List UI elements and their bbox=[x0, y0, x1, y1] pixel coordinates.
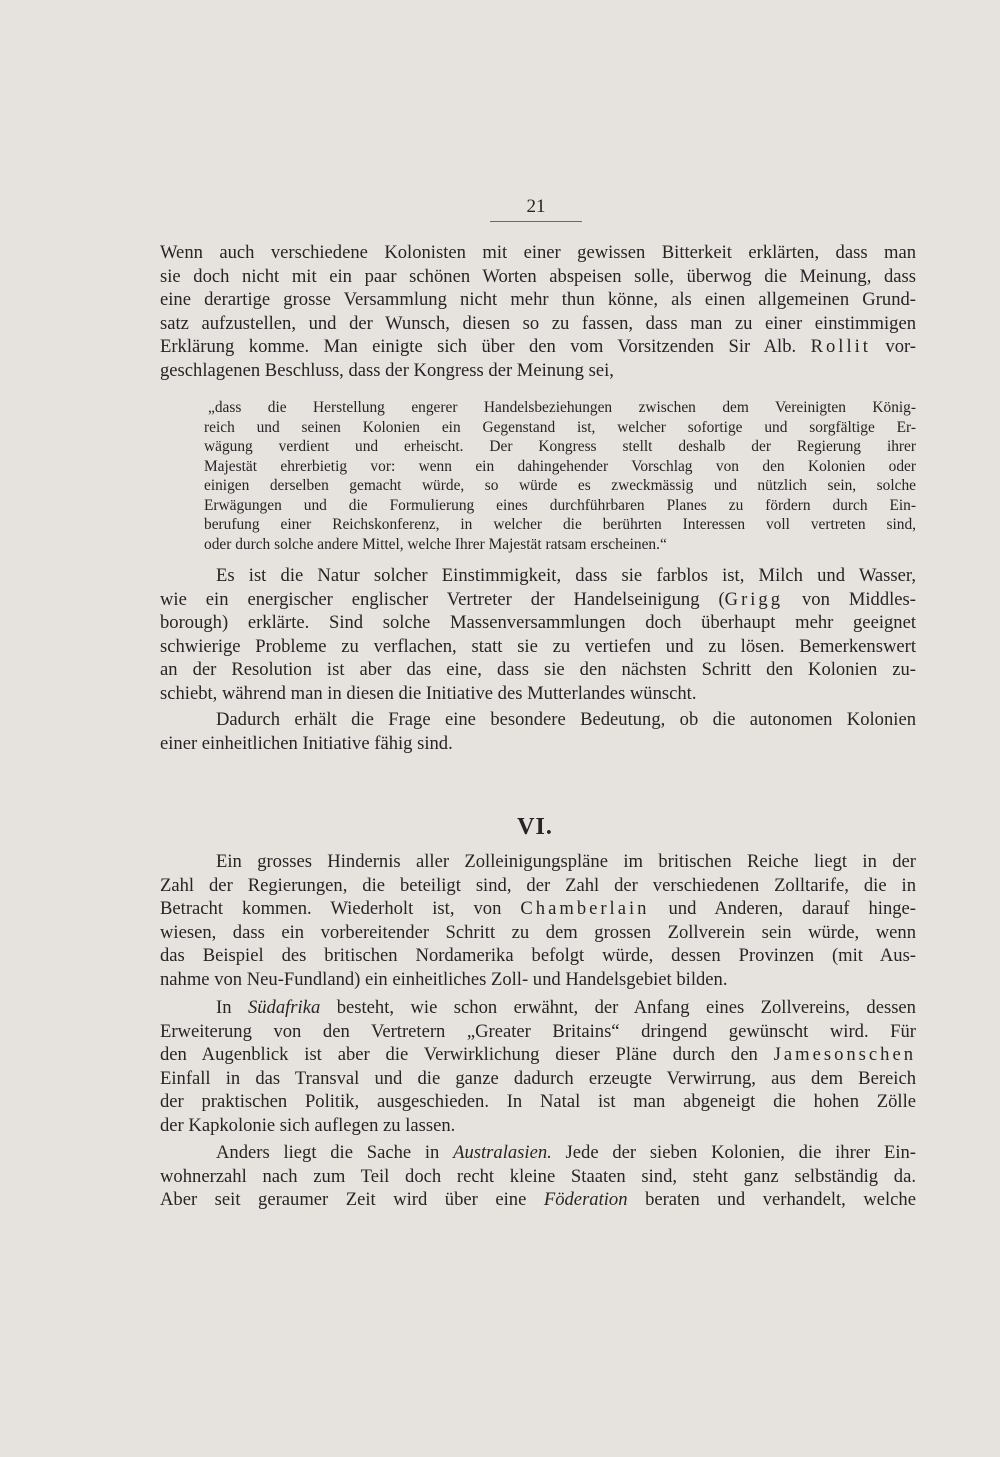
quote-line: wägung verdient und erheischt. Der Kongress stellt deshalb der Regierung ihrer bbox=[204, 438, 916, 455]
page-number: 21 bbox=[490, 196, 582, 222]
text-line: satz aufzustellen, und der Wunsch, diesen so zu fassen, dass man zu einer einstimmigen bbox=[160, 312, 916, 334]
text-line: borough) erklärte. Sind solche Massenversammlungen doch überhaupt mehr geeignet bbox=[160, 612, 916, 634]
text-line: Erweiterung von den Vertretern „Greater Britains“ dringend gewünscht wird. Für bbox=[160, 1020, 916, 1042]
paragraph-2 bbox=[160, 564, 916, 706]
paragraph-1 bbox=[160, 241, 916, 383]
text-line: der praktischen Politik, ausgeschieden. In Natal ist man abgeneigt die hohen Zölle bbox=[160, 1091, 916, 1113]
text-segment: Jede der sieben Kolonien, die ihrer Ein- bbox=[565, 1142, 917, 1163]
spaced-name: Chamberlain bbox=[520, 898, 650, 920]
text-line: Dadurch erhält die Frage eine besondere Bedeutung, ob die autonomen Kolonien bbox=[216, 709, 916, 730]
emphasis: Südafrika bbox=[247, 997, 321, 1018]
section-heading: VI. bbox=[517, 814, 553, 840]
text-segment: In bbox=[216, 997, 232, 1018]
text-line bbox=[160, 897, 916, 921]
text-line: eine derartige grosse Versammlung nicht mehr thun könne, als einen allgemeinen Grund- bbox=[160, 289, 916, 311]
quote-line: Erwägungen und die Formulierung eines durchführbaren Planes zu fördern durch Ein- bbox=[204, 496, 916, 514]
emphasis: Australasien. bbox=[453, 1142, 552, 1163]
text-segment: und Anderen, darauf hinge- bbox=[668, 898, 916, 920]
paragraph-5 bbox=[160, 996, 916, 1138]
text-line bbox=[160, 1043, 916, 1067]
spaced-name: Rollit bbox=[810, 336, 871, 358]
text-segment: besteht, wie schon erwähnt, der Anfang eines Zollvereins, dessen bbox=[336, 997, 916, 1018]
spaced-name: Grigg bbox=[724, 588, 784, 610]
text-segment: Anders liegt die Sache in bbox=[216, 1142, 440, 1163]
text-line: der Kapkolonie sich auflegen zu lassen. bbox=[160, 1114, 456, 1136]
quote-line: Majestät ehrerbietig vor: wenn ein dahingehender Vorschlag von den Kolonien oder bbox=[204, 457, 916, 475]
text-line: geschlagenen Beschluss, dass der Kongress der Meinung sei, bbox=[160, 359, 614, 381]
text-line: Ein grosses Hindernis aller Zolleinigungspläne im britischen Reiche liegt in der bbox=[216, 851, 916, 872]
text-segment: Aber seit geraumer Zeit wird über eine bbox=[160, 1189, 527, 1211]
quote-line: berufung einer Reichskonferenz, in welcher die berührten Interessen voll vertreten sind, bbox=[204, 516, 916, 533]
text-line: schwierige Probleme zu verflachen, statt sie zu vertiefen und zu lösen. Bemerkenswert bbox=[160, 635, 916, 657]
text-line bbox=[160, 996, 916, 1020]
paragraph-6 bbox=[160, 1141, 916, 1212]
text-segment: wie ein energischer englischer Vertreter der Handelseinigung ( bbox=[160, 588, 725, 610]
text-line bbox=[160, 1188, 916, 1212]
quote-line: oder durch solche andere Mittel, welche Ihrer Majestät ratsam erscheinen.“ bbox=[204, 535, 667, 553]
text-line bbox=[160, 335, 916, 359]
paragraph-3 bbox=[160, 708, 916, 755]
quote-line: reich und seinen Kolonien ein Gegenstand ist, welcher sofortige und sorgfältige Er- bbox=[204, 418, 916, 436]
text-segment: von Middles- bbox=[802, 588, 916, 610]
text-line: das Beispiel des britischen Nordamerika befolgt würde, dessen Provinzen (mit Aus- bbox=[160, 945, 916, 967]
text-line: Zahl der Regierungen, die beteiligt sind, der Zahl der verschiedenen Zolltarife, die in bbox=[160, 874, 916, 896]
text-line: an der Resolution ist aber das eine, dass sie den nächsten Schritt den Kolonien zu- bbox=[160, 659, 916, 681]
text-line bbox=[160, 1141, 916, 1165]
paragraph-4 bbox=[160, 850, 916, 992]
text-line: nahme von Neu-Fundland) ein einheitliches Zoll- und Handelsgebiet bilden. bbox=[160, 968, 728, 990]
text-line: wiesen, dass ein vorbereitender Schritt zu dem grossen Zollverein sein würde, wenn bbox=[160, 921, 916, 943]
text-line: schiebt, während man in diesen die Initiative des Mutterlandes wünscht. bbox=[160, 682, 697, 704]
text-line bbox=[160, 588, 916, 612]
text-line: sie doch nicht mit ein paar schönen Worten abspeisen solle, überwog die Meinung, dass bbox=[160, 265, 916, 287]
emphasis: Föderation bbox=[543, 1189, 628, 1211]
text-segment: beraten und verhandelt, welche bbox=[645, 1189, 916, 1211]
text-line: Einfall in das Transval und die ganze dadurch erzeugte Verwirrung, aus dem Bereich bbox=[160, 1067, 916, 1089]
text-line: Es ist die Natur solcher Einstimmigkeit, dass sie farblos ist, Milch und Wasser, bbox=[216, 565, 916, 586]
text-line: einer einheitlichen Initiative fähig sind. bbox=[160, 732, 453, 754]
quote-line: „dass die Herstellung engerer Handelsbeziehungen zwischen dem Vereinigten König- bbox=[208, 399, 916, 416]
text-segment: Betracht kommen. Wiederholt ist, von bbox=[160, 898, 502, 920]
text-segment: vor- bbox=[885, 336, 916, 358]
text-segment: Erklärung komme. Man einigte sich über den vom Vorsitzenden Sir Alb. bbox=[160, 336, 797, 358]
text-segment: den Augenblick ist aber die Verwirklichung dieser Pläne durch den bbox=[160, 1044, 758, 1066]
quote-line: einigen derselben gemacht würde, so würde es zweckmässig und nützlich sein, solche bbox=[204, 477, 916, 494]
text-line: Wenn auch verschiedene Kolonisten mit einer gewissen Bitterkeit erklärten, dass man bbox=[160, 242, 916, 263]
text-line: wohnerzahl nach zum Teil doch recht kleine Staaten sind, steht ganz selbständig da. bbox=[160, 1165, 916, 1187]
spaced-name: Jamesonschen bbox=[773, 1044, 916, 1066]
